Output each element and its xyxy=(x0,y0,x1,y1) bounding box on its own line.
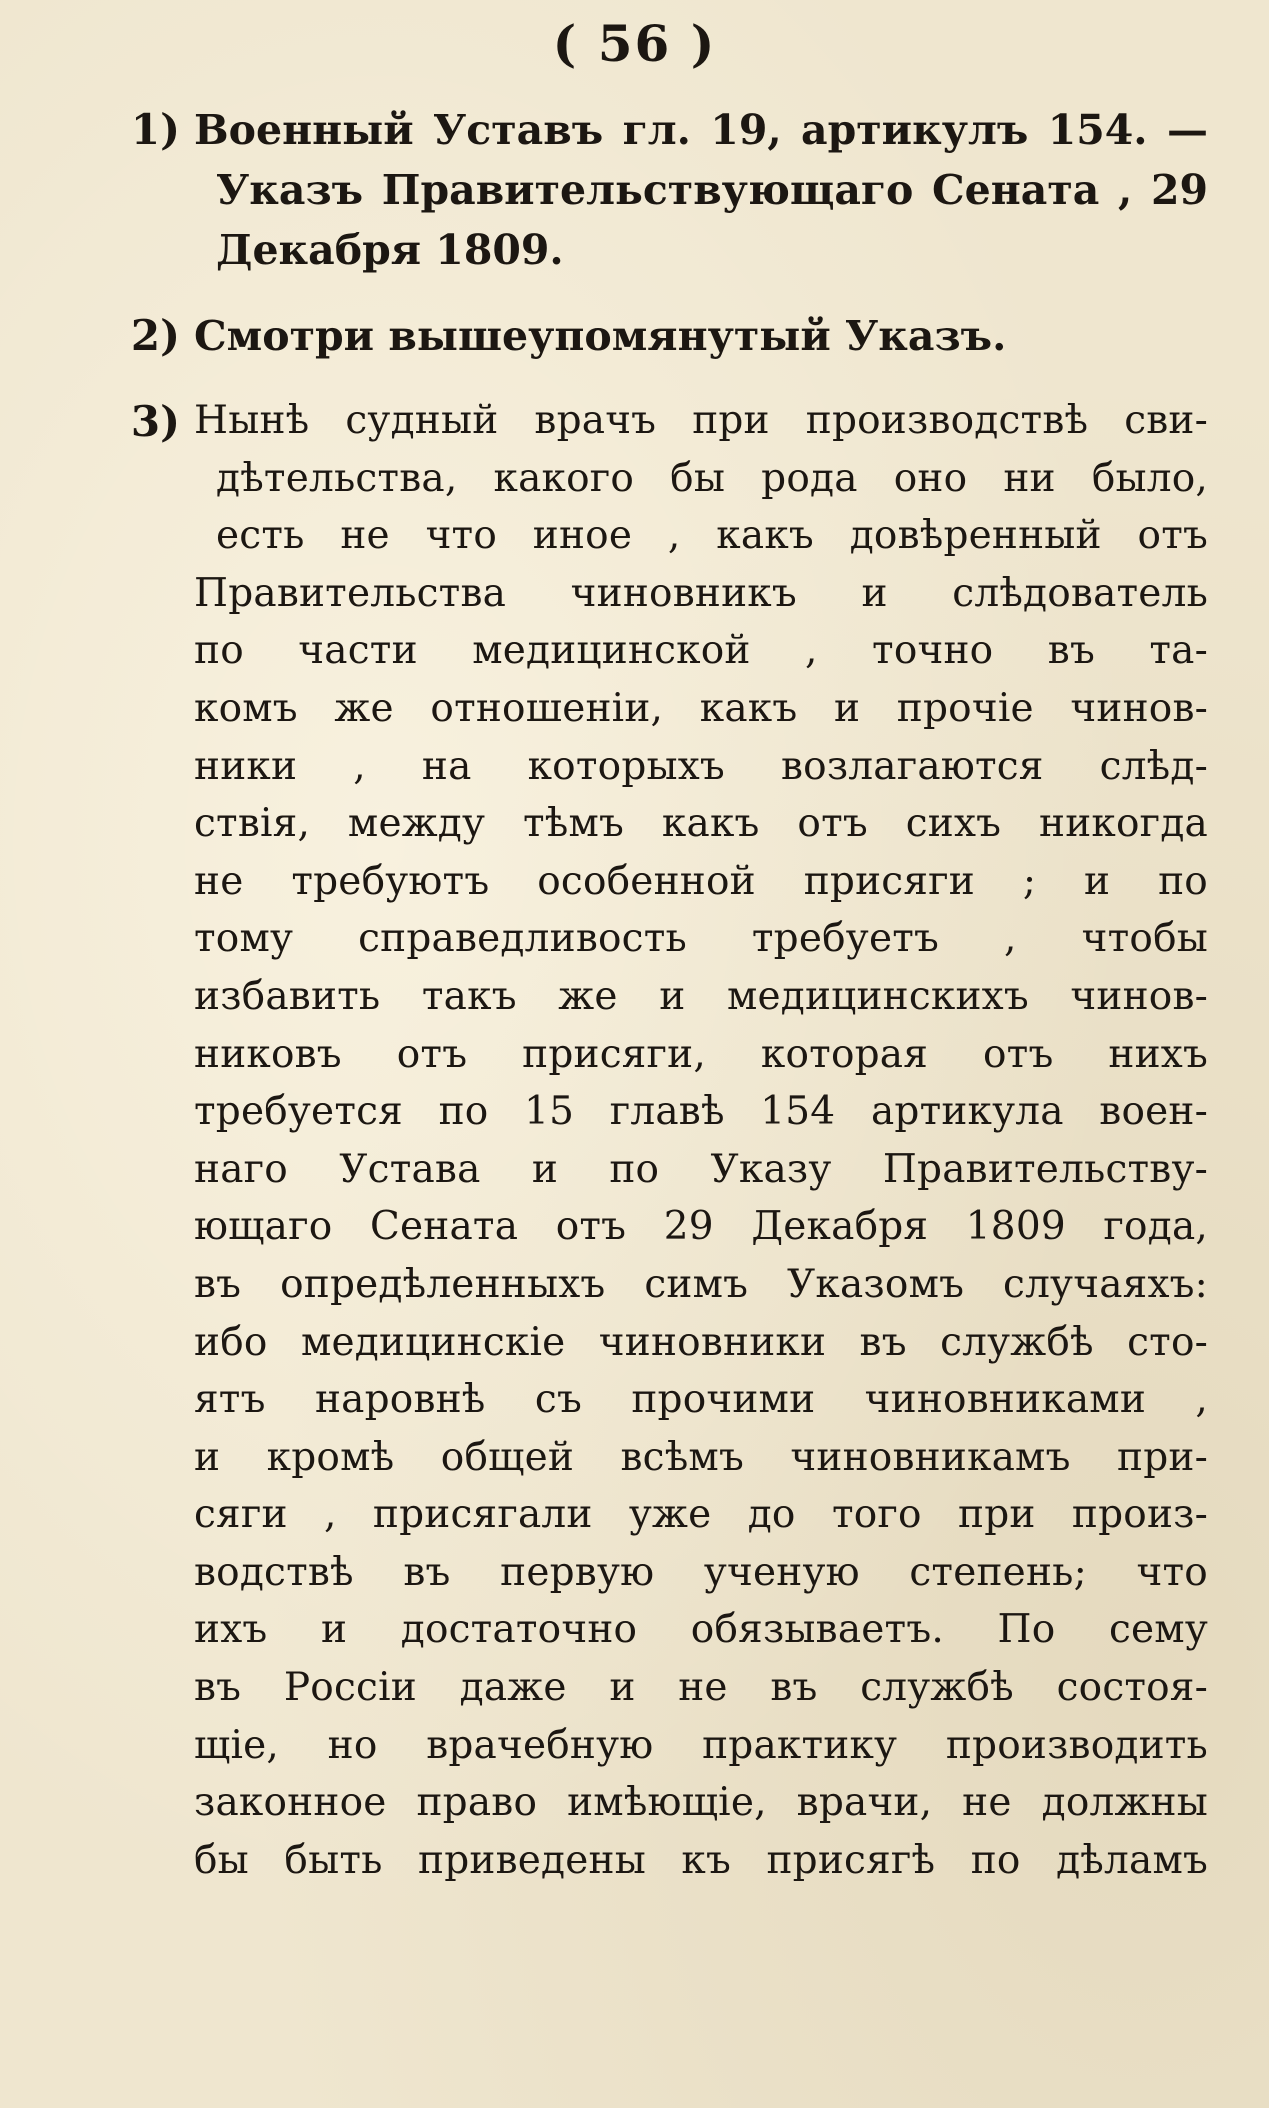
text-line: комъ же отношенiи, какъ и прочiе чинов- xyxy=(194,685,1208,731)
text-line: водствѣ въ первую ученую степень; что xyxy=(194,1549,1208,1595)
footnote-3 xyxy=(118,392,1208,1889)
text-line: ники , на которыхъ возлагаются слѣд- xyxy=(194,743,1208,789)
page-number: ( 56 ) xyxy=(552,14,717,73)
text-line: дѣтельства, какого бы рода оно ни было, xyxy=(216,455,1208,501)
text-line: ющаго Сената отъ 29 Декабря 1809 года, xyxy=(194,1204,1208,1250)
text-line: ихъ и достаточно обязываетъ. По сему xyxy=(194,1607,1208,1653)
text-line: никовъ отъ присяги, которая отъ нихъ xyxy=(194,1031,1208,1077)
text-line: въ опредѣленныхъ симъ Указомъ случаяхъ: xyxy=(194,1261,1208,1307)
text-line: законное право имѣющiе, врачи, не должны xyxy=(194,1780,1208,1826)
footnote-1 xyxy=(118,100,1208,280)
text-line: Нынѣ судный врачъ при производствѣ сви- xyxy=(194,398,1208,443)
text-line: бы быть приведены къ присягѣ по дѣламъ xyxy=(194,1837,1208,1883)
footnote-2 xyxy=(118,306,1208,366)
text-line: Смотри вышеупомянутый Указъ. xyxy=(194,312,1007,360)
text-line: сяги , присягали уже до того при произ- xyxy=(194,1492,1208,1538)
text-line: Указъ Правительствующаго Сената , 29 xyxy=(216,166,1208,214)
text-line: и кромѣ общей всѣмъ чиновникамъ при- xyxy=(194,1434,1208,1480)
footnotes xyxy=(118,100,1208,1915)
text-line: ятъ наровнѣ съ прочими чиновниками , xyxy=(194,1377,1208,1423)
footnote-marker: 1) xyxy=(130,105,180,154)
footnote-marker: 3) xyxy=(130,397,180,446)
text-line: по части медицинской , точно въ та- xyxy=(194,628,1208,674)
footnote-text xyxy=(194,392,1208,1889)
footnote-marker: 2) xyxy=(130,311,180,360)
text-line: щiе, но врачебную практику производить xyxy=(194,1722,1208,1768)
text-line: избавить такъ же и медицинскихъ чинов- xyxy=(194,973,1208,1019)
text-line: ибо медицинскiе чиновники въ службѣ сто- xyxy=(194,1319,1208,1365)
text-line: Военный Уставъ гл. 19, артикулъ 154. — xyxy=(194,106,1208,154)
text-line: Декабря 1809. xyxy=(216,226,564,274)
text-line: не требуютъ особенной присяги ; и по xyxy=(194,858,1208,904)
footnote-text xyxy=(194,306,1208,366)
text-line: Правительства чиновникъ и слѣдователь xyxy=(194,570,1208,616)
text-line: есть не что иное , какъ довѣренный отъ xyxy=(216,513,1208,559)
text-line: въ Россiи даже и не въ службѣ состоя- xyxy=(194,1665,1208,1711)
text-line: требуется по 15 главѣ 154 артикула воен- xyxy=(194,1089,1208,1135)
text-line: ствiя, между тѣмъ какъ отъ сихъ никогда xyxy=(194,801,1208,847)
footnote-text xyxy=(194,100,1208,280)
text-line: тому справедливость требуетъ , чтобы xyxy=(194,916,1208,962)
text-line: наго Устава и по Указу Правительству- xyxy=(194,1146,1208,1192)
